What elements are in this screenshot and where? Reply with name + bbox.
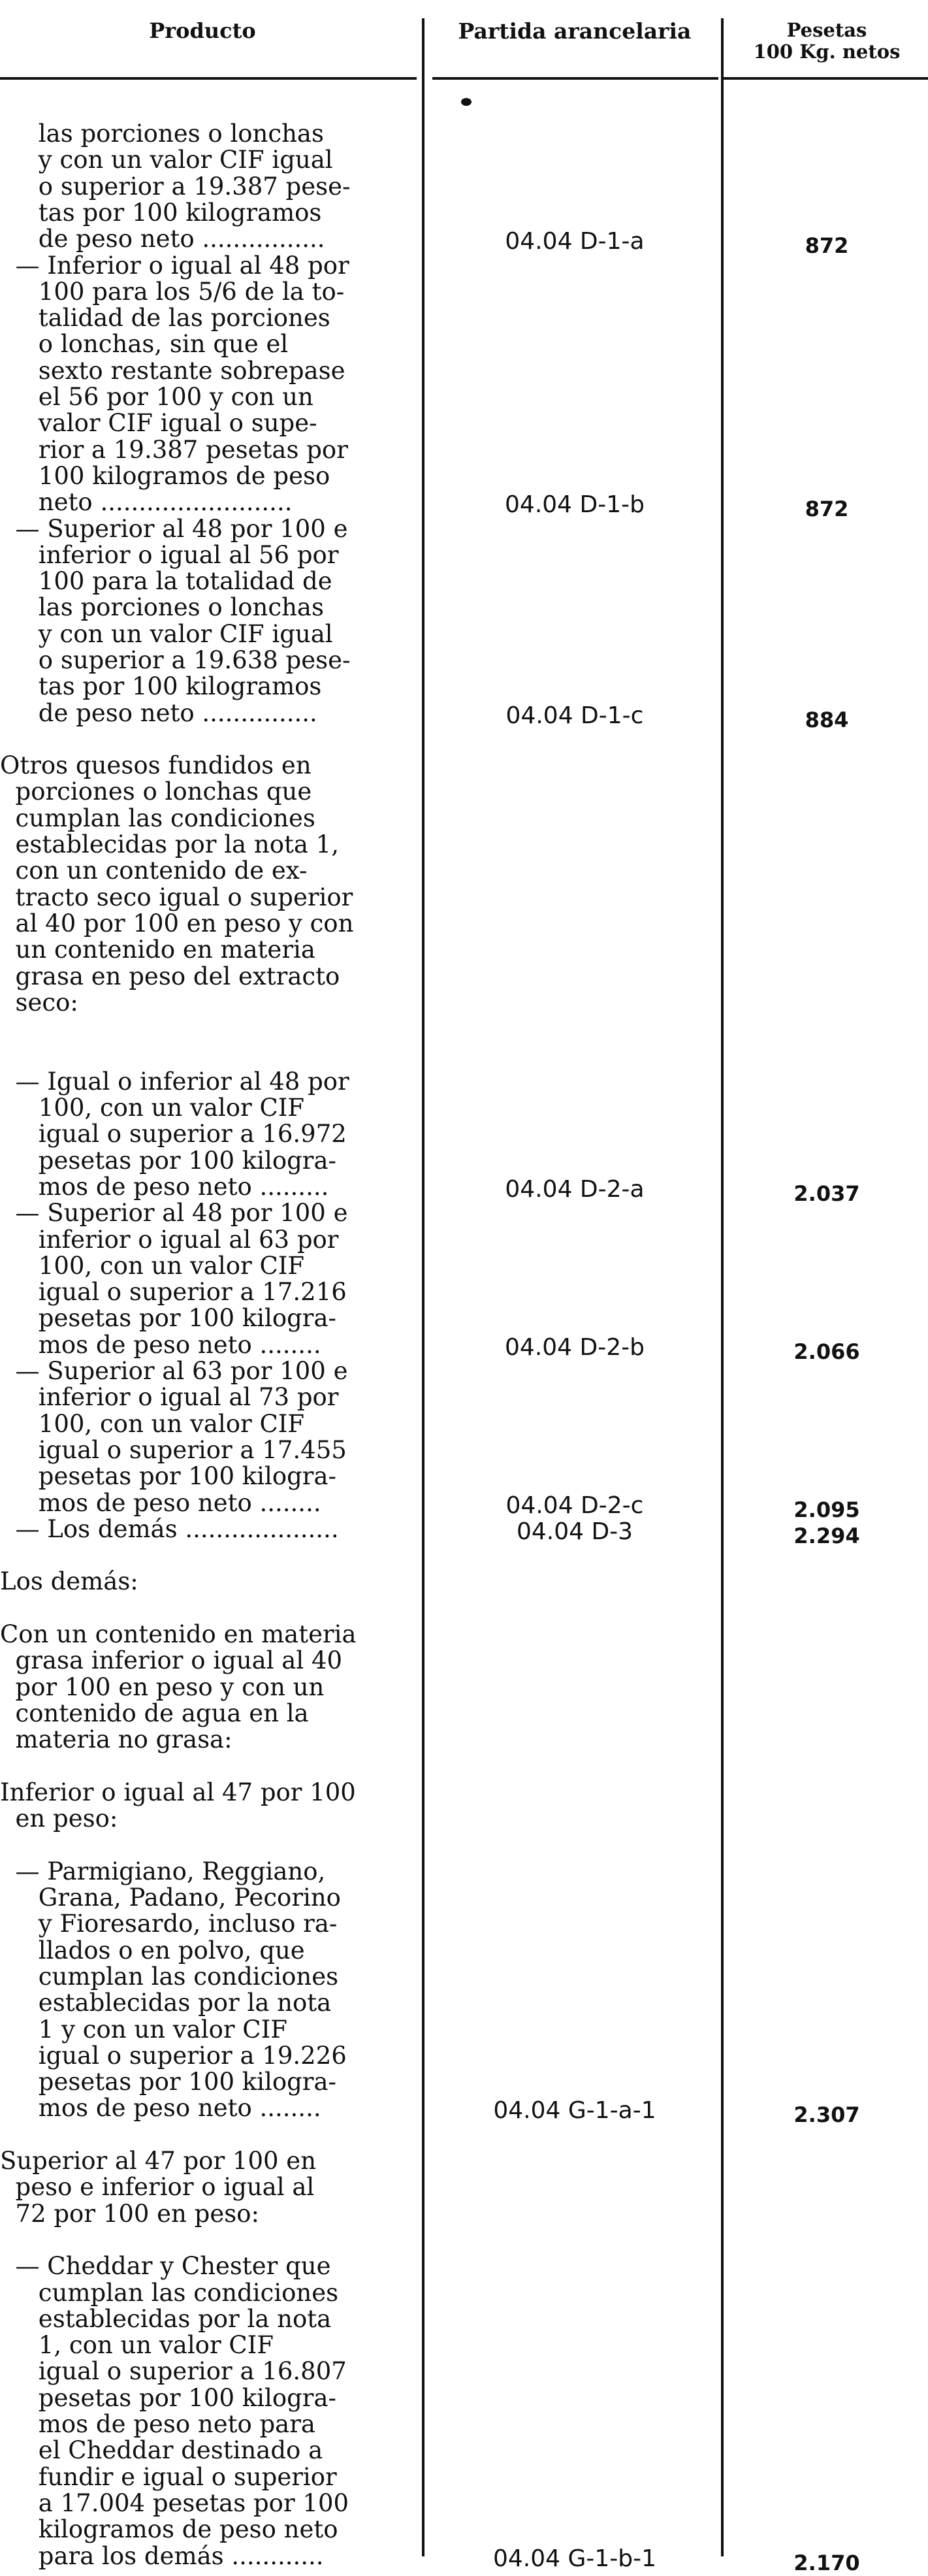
price-value: 2.170 xyxy=(793,2550,860,2575)
product-description xyxy=(0,1358,418,1516)
table-row xyxy=(0,120,928,259)
description-line: y con un valor CIF igual xyxy=(0,619,333,648)
table-row xyxy=(0,1514,928,1548)
description-line: de peso neto ................ xyxy=(0,225,325,253)
description-line: contenido de agua en la xyxy=(0,1699,309,1727)
description-line: — Cheddar y Chester que xyxy=(0,2252,331,2281)
description-line: llados o en polvo, que xyxy=(0,1936,305,1965)
description-line: 100, con un valor CIF xyxy=(0,1409,305,1438)
header-rule-middle xyxy=(432,77,718,80)
description-line xyxy=(0,1042,418,1068)
header-pesetas-line1: Pesetas xyxy=(786,19,867,41)
description-line: establecidas por la nota 1, xyxy=(0,830,339,859)
description-line: mos de peso neto ........ xyxy=(0,1488,321,1517)
product-description xyxy=(0,2122,418,2253)
description-line: en peso: xyxy=(0,1804,118,1833)
product-description xyxy=(0,1859,418,2122)
description-line: el Cheddar destinado a xyxy=(0,2436,323,2465)
product-description xyxy=(0,1542,418,1622)
table-row xyxy=(0,1357,928,1522)
table-row xyxy=(0,1067,928,1206)
description-line: inferior o igual al 56 por xyxy=(0,540,339,569)
table-row xyxy=(0,1780,928,1859)
description-line: — Igual o inferior al 48 por xyxy=(0,1067,349,1096)
tariff-code: 04.04 D-1-a xyxy=(505,228,645,255)
product-description xyxy=(0,121,418,252)
price-value: 2.037 xyxy=(793,1181,860,1206)
description-line: 100 para la totalidad de xyxy=(0,567,332,596)
header-pesetas-line2: 100 Kg. netos xyxy=(753,41,901,63)
description-line: pesetas por 100 kilogra- xyxy=(0,1146,337,1175)
description-line: establecidas por la nota xyxy=(0,1989,332,2017)
product-description xyxy=(0,726,418,1069)
description-line: al 40 por 100 en peso y con xyxy=(0,909,354,937)
description-line: neto ......................... xyxy=(0,488,293,517)
price-value: 2.066 xyxy=(793,1339,860,1364)
description-line: peso e inferior o igual al xyxy=(0,2173,315,2202)
table-row xyxy=(0,1199,928,1364)
description-line: pesetas por 100 kilogra- xyxy=(0,1304,337,1333)
description-line: 100, con un valor CIF xyxy=(0,1251,305,1280)
description-line: materia no grasa: xyxy=(0,1725,232,1754)
description-line: kilogramos de peso neto xyxy=(0,2515,338,2544)
description-line: talidad de las porciones xyxy=(0,304,330,333)
description-line: fundir e igual o superior xyxy=(0,2462,337,2491)
description-line: para los demás ............ xyxy=(0,2541,324,2570)
description-line: mos de peso neto ........ xyxy=(0,1330,321,1359)
description-line: las porciones o lonchas xyxy=(0,120,324,148)
description-line: grasa inferior o igual al 40 xyxy=(0,1646,343,1675)
description-line: 1 y con un valor CIF xyxy=(0,2015,287,2044)
tariff-code: 04.04 G-1-a-1 xyxy=(493,2097,656,2125)
table-row xyxy=(0,1542,928,1622)
description-line: — Inferior o igual al 48 por xyxy=(0,251,349,280)
description-line: tracto seco igual o superior xyxy=(0,883,353,911)
tariff-code: 04.04 D-1-b xyxy=(505,491,645,519)
description-line: con un contenido de ex- xyxy=(0,856,308,885)
description-line: Inferior o igual al 47 por 100 xyxy=(0,1778,356,1806)
product-description xyxy=(0,1622,418,1780)
description-line: cumplan las condiciones xyxy=(0,2278,339,2307)
description-line: 100 kilogramos de peso xyxy=(0,461,330,490)
table-row xyxy=(0,251,928,522)
description-line: Grana, Padano, Pecorino xyxy=(0,1883,341,1912)
description-line xyxy=(0,2227,418,2253)
table-row xyxy=(0,514,928,732)
description-line: el 56 por 100 y con un xyxy=(0,382,313,411)
table-row xyxy=(0,2122,928,2254)
description-line: de peso neto ............... xyxy=(0,698,317,727)
product-description xyxy=(0,1780,418,1859)
description-line: 72 por 100 en peso: xyxy=(0,2199,259,2228)
description-line xyxy=(0,1542,418,1569)
header-producto: Producto xyxy=(149,18,256,43)
description-line: tas por 100 kilogramos xyxy=(0,672,322,701)
tariff-code: 04.04 G-1-b-1 xyxy=(492,2545,657,2572)
description-line: rior a 19.387 pesetas por xyxy=(0,435,348,464)
table-row xyxy=(0,1622,928,1780)
product-description xyxy=(0,516,418,726)
description-line xyxy=(0,1753,418,1780)
description-line xyxy=(0,2122,418,2148)
description-line: por 100 en peso y con un xyxy=(0,1672,325,1701)
header-rule-left xyxy=(0,77,417,80)
description-line: pesetas por 100 kilogra- xyxy=(0,2383,337,2412)
description-line: mos de peso neto ........ xyxy=(0,2094,321,2123)
price-value: 872 xyxy=(805,233,849,259)
description-line: grasa en peso del extracto xyxy=(0,962,340,990)
description-line: Con un contenido en materia xyxy=(0,1620,357,1649)
description-line: a 17.004 pesetas por 100 xyxy=(0,2488,349,2517)
description-line: seco: xyxy=(0,988,78,1017)
price-value: 872 xyxy=(805,497,849,522)
description-line: o lonchas, sin que el xyxy=(0,330,289,359)
description-line: valor CIF igual o supe- xyxy=(0,409,317,438)
description-line xyxy=(0,1595,418,1622)
description-line: mos de peso neto ......... xyxy=(0,1172,329,1201)
tariff-code: 04.04 D-2-c xyxy=(505,1492,644,1519)
table-row xyxy=(0,2252,928,2575)
tariff-code: 04.04 D-2-b xyxy=(505,1333,645,1361)
header-pesetas xyxy=(729,20,925,98)
description-line: 100 para los 5/6 de la to- xyxy=(0,277,345,306)
product-description xyxy=(0,253,418,516)
description-line: — Parmigiano, Reggiano, xyxy=(0,1857,326,1885)
product-description xyxy=(0,1516,418,1542)
description-line: Los demás: xyxy=(0,1567,138,1596)
product-description xyxy=(0,2253,418,2569)
description-line: — Los demás .................... xyxy=(0,1514,339,1543)
tariff-table-body xyxy=(0,120,928,2575)
description-line: o superior a 19.387 pese- xyxy=(0,172,351,201)
tariff-code: 04.04 D-1-c xyxy=(505,702,644,729)
description-line: o superior a 19.638 pese- xyxy=(0,645,351,674)
tariff-code: 04.04 D-2-a xyxy=(505,1175,645,1203)
description-line: Otros quesos fundidos en xyxy=(0,751,312,780)
description-line: igual o superior a 19.226 xyxy=(0,2041,347,2070)
description-line: — Superior al 63 por 100 e xyxy=(0,1357,348,1386)
description-line: igual o superior a 16.807 xyxy=(0,2357,347,2386)
description-line: cumplan las condiciones xyxy=(0,804,315,832)
description-line: igual o superior a 17.216 xyxy=(0,1278,347,1307)
description-line xyxy=(0,1832,418,1858)
product-description xyxy=(0,1069,418,1200)
description-line: y con un valor CIF igual xyxy=(0,146,333,174)
description-line: inferior o igual al 63 por xyxy=(0,1225,339,1254)
description-line: cumplan las condiciones xyxy=(0,1962,339,1991)
description-line: Superior al 47 por 100 en xyxy=(0,2147,317,2176)
product-description xyxy=(0,1200,418,1358)
table-row xyxy=(0,1857,928,2128)
bullet-mark xyxy=(461,98,472,106)
description-line: igual o superior a 16.972 xyxy=(0,1120,347,1149)
description-line: pesetas por 100 kilogra- xyxy=(0,1462,337,1491)
description-line: inferior o igual al 73 por xyxy=(0,1383,339,1412)
tariff-code: 04.04 D-3 xyxy=(516,1518,633,1545)
description-line: pesetas por 100 kilogra- xyxy=(0,2068,337,2096)
description-line: porciones o lonchas que xyxy=(0,777,312,806)
description-line: igual o superior a 17.455 xyxy=(0,1435,347,1464)
description-line: y Fioresardo, incluso ra- xyxy=(0,1910,338,1938)
table-row xyxy=(0,726,928,1069)
description-line: — Superior al 48 por 100 e xyxy=(0,514,348,543)
description-line: — Superior al 48 por 100 e xyxy=(0,1199,348,1228)
description-line xyxy=(0,1016,418,1042)
price-value: 2.307 xyxy=(793,2102,860,2128)
price-value: 884 xyxy=(805,707,849,732)
description-line: las porciones o lonchas xyxy=(0,593,324,622)
description-line: un contenido en materia xyxy=(0,936,315,964)
price-value: 2.294 xyxy=(793,1523,860,1548)
description-line: establecidas por la nota xyxy=(0,2304,332,2333)
header-rule-right xyxy=(724,77,928,80)
price-value: 2.095 xyxy=(793,1497,860,1522)
header-partida-arancelaria: Partida arancelaria xyxy=(458,18,692,44)
description-line: tas por 100 kilogramos xyxy=(0,198,322,227)
description-line xyxy=(0,726,418,753)
description-line: 1, con un valor CIF xyxy=(0,2331,274,2360)
description-line: 100, con un valor CIF xyxy=(0,1094,305,1122)
description-line: sexto restante sobrepase xyxy=(0,356,345,385)
description-line: mos de peso neto para xyxy=(0,2410,315,2439)
